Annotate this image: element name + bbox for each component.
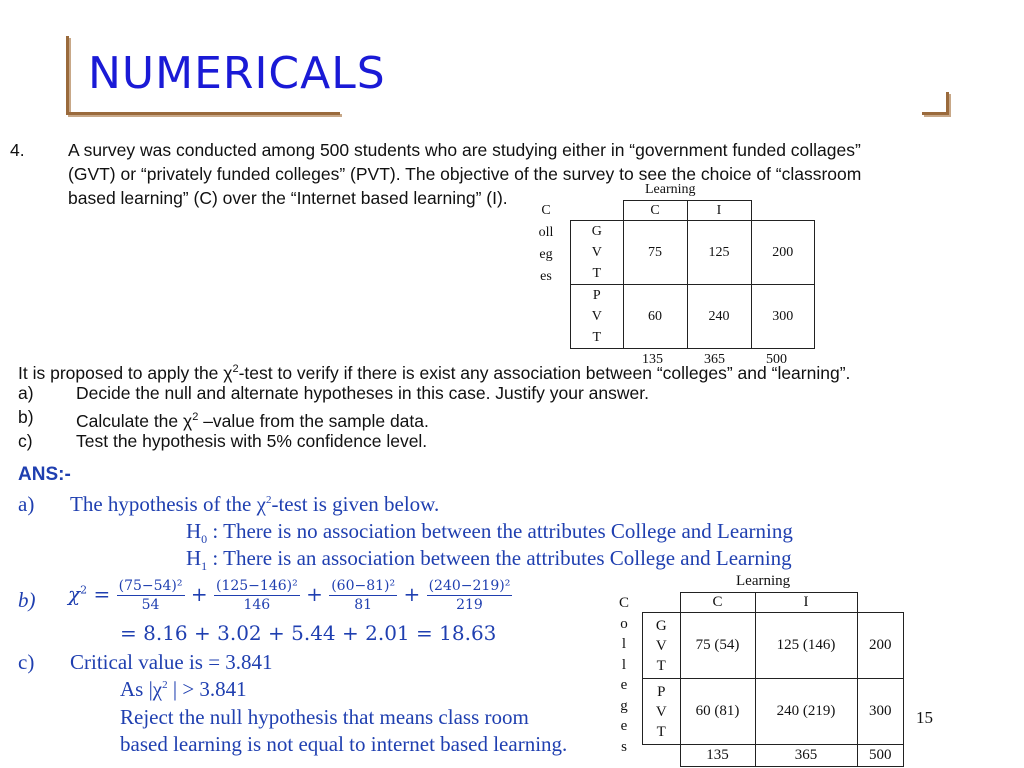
part-b-label: b) xyxy=(18,407,34,427)
table-cell: 60 xyxy=(623,285,687,349)
title-bracket-right xyxy=(946,92,949,114)
question-line-2: (GVT) or “privately funded colleges” (PVT). The objective of the survey to see the choice of “classroom xyxy=(68,164,862,184)
table2-row-label-pvt: P V T xyxy=(643,679,681,745)
table-cell: 240 xyxy=(687,285,751,349)
table-cell: 125 xyxy=(687,221,751,285)
critical-value: Critical value is = 3.841 xyxy=(70,650,273,674)
answer-b-label: b) xyxy=(18,588,36,612)
part-a-label: a) xyxy=(18,383,34,403)
table-row xyxy=(643,679,904,745)
title-bracket-left xyxy=(66,36,69,114)
answer-a-text: The hypothesis of the $\chi^2$-test is given below. xyxy=(70,492,440,516)
table2-row-label-gvt: G V T xyxy=(643,613,681,679)
table-row xyxy=(571,221,815,285)
formula-term: $\frac{\text{(240−219)²}}{219}$ xyxy=(428,578,511,613)
chi-square-formula: $\chi^2$ = $\frac{\text{(75−54)²}}{54}$ + $\frac{\text{(125−146)²}}{146}$ + $\frac{\text{(60−81)²}}{81}$ + $\frac{\text{(240−219)²}}{219}$ xyxy=(68,578,511,613)
table1-side-label: C oll eg es xyxy=(538,203,554,284)
table-cell: 300 xyxy=(857,679,904,745)
table1-top-label: Learning xyxy=(645,182,696,197)
part-c-label: c) xyxy=(18,431,33,451)
title-bracket-right-base xyxy=(922,112,949,115)
table-cell: 200 xyxy=(857,613,904,679)
table2-header-i: I xyxy=(755,593,857,613)
answer-heading: ANS:- xyxy=(18,464,71,485)
table-row xyxy=(643,613,904,679)
table1 xyxy=(570,200,815,349)
part-c-text: Test the hypothesis with 5% confidence level. xyxy=(76,431,428,451)
table-cell: 500 xyxy=(857,745,904,767)
conclusion-line-1: Reject the null hypothesis that means class room xyxy=(120,705,529,729)
slide-title: NUMERICALS xyxy=(88,48,386,99)
answer-c-label: c) xyxy=(18,650,35,674)
table-cell: 300 xyxy=(751,285,815,349)
formula-term: $\frac{\text{(60−81)²}}{81}$ xyxy=(331,578,396,613)
table2-side-label: C o l l e g e s xyxy=(618,595,629,755)
comparison: As $|\chi^2$ | > 3.841 xyxy=(120,677,247,701)
conclusion-line-2: based learning is not equal to internet based learning. xyxy=(120,732,568,756)
table1-row-label-gvt: G V T xyxy=(571,221,624,285)
table-cell: 135 xyxy=(680,745,755,767)
null-hypothesis: $H_0$ : There is no association between the attributes College and Learning xyxy=(186,519,793,547)
formula-term: $\frac{\text{(75−54)²}}{54}$ xyxy=(118,578,183,613)
title-underline xyxy=(66,112,340,115)
proposal-text: It is proposed to apply the $\chi^2$-test to verify if there is exist any association between “colleges” and “learning”. xyxy=(18,362,851,383)
table-cell: 365 xyxy=(755,745,857,767)
table-cell: 75 xyxy=(623,221,687,285)
table-cell: 75 (54) xyxy=(680,613,755,679)
table-row xyxy=(643,745,904,767)
part-a-text: Decide the null and alternate hypotheses in this case. Justify your answer. xyxy=(76,383,649,403)
chi-square-result: = 8.16 + 3.02 + 5.44 + 2.01 = 18.63 xyxy=(120,621,497,645)
part-b-text: Calculate the $\chi^2$ –value from the sample data. xyxy=(76,410,429,431)
table-row xyxy=(571,285,815,349)
table1-row-label-pvt: P V T xyxy=(571,285,624,349)
table-cell: 125 (146) xyxy=(755,613,857,679)
table-cell: 240 (219) xyxy=(755,679,857,745)
table2 xyxy=(642,592,904,767)
table1-header-i: I xyxy=(687,201,751,221)
alternate-hypothesis: $H_1$ : There is an association between the attributes College and Learning xyxy=(186,546,792,574)
question-number: 4. xyxy=(10,140,25,160)
question-line-1: A survey was conducted among 500 students who are studying either in “government funded collages” xyxy=(68,140,861,160)
table1-header-c: C xyxy=(623,201,687,221)
table2-header-c: C xyxy=(680,593,755,613)
answer-a-label: a) xyxy=(18,492,35,516)
table-cell: 200 xyxy=(751,221,815,285)
table2-top-label: Learning xyxy=(736,573,791,589)
formula-term: $\frac{\text{(125−146)²}}{146}$ xyxy=(216,578,298,613)
question-line-3: based learning” (C) over the “Internet based learning” (I). xyxy=(68,188,508,208)
page-number: 15 xyxy=(916,708,933,727)
table-cell: 60 (81) xyxy=(680,679,755,745)
